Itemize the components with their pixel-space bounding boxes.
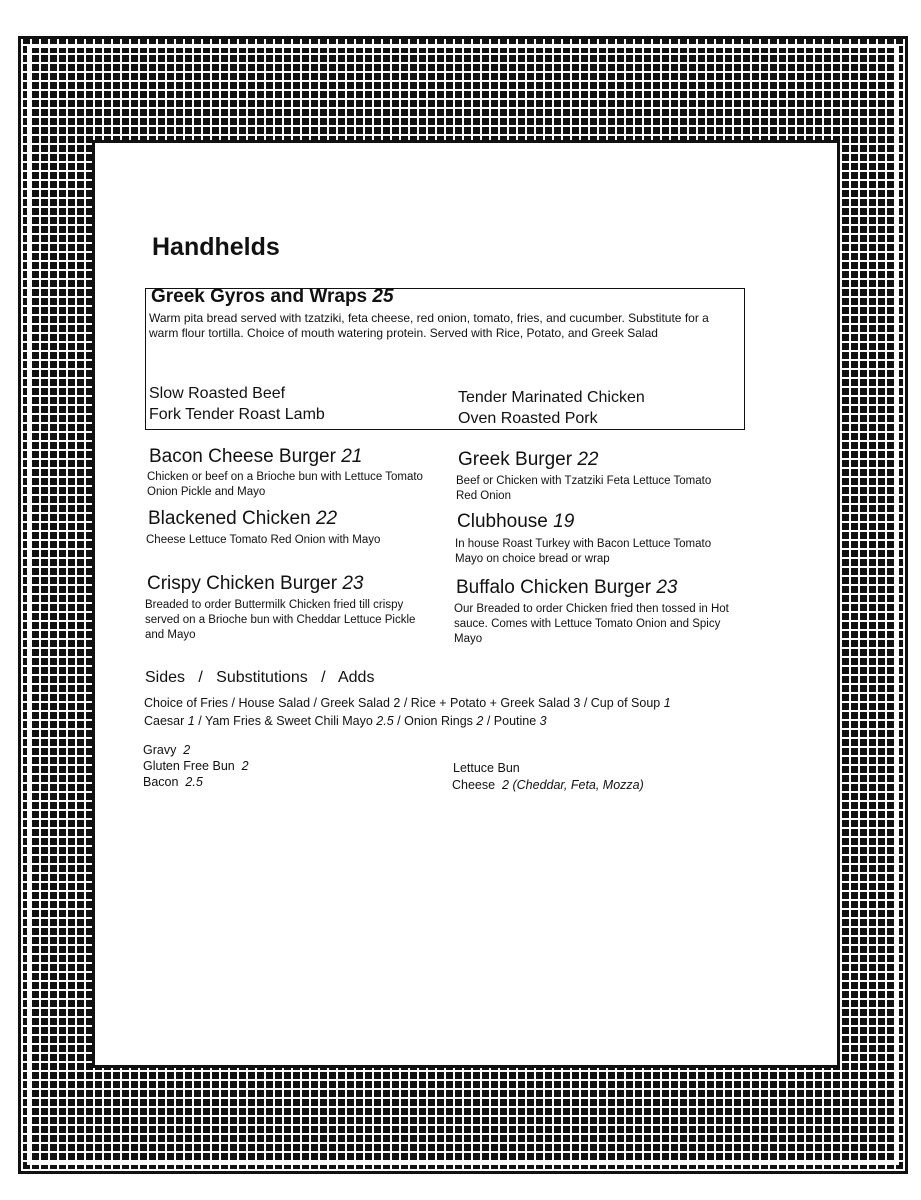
poutine-label: / Poutine — [486, 714, 537, 728]
add-price: 2 — [241, 759, 249, 773]
item-name: Blackened Chicken — [148, 508, 311, 529]
add-gravy — [143, 742, 190, 758]
onion-rings-price: 2 — [476, 714, 484, 728]
cheese-label: Cheese — [452, 778, 496, 792]
item-title — [457, 511, 574, 533]
add-name: Bacon — [143, 775, 179, 789]
add-lettuce-bun: Lettuce Bun — [453, 761, 520, 775]
add-price: 2 — [183, 743, 191, 757]
item-title — [149, 446, 362, 468]
item-title — [456, 577, 677, 599]
item-name: Clubhouse — [457, 511, 548, 532]
sides-heading: Sides / Substitutions / Adds — [145, 669, 375, 686]
item-price: 22 — [577, 449, 599, 470]
item-price: 21 — [341, 446, 363, 467]
item-name: Bacon Cheese Burger — [149, 446, 336, 467]
item-title — [148, 508, 337, 530]
gyros-protein-right-2: Oven Roasted Pork — [458, 410, 598, 427]
item-price: 23 — [656, 577, 678, 598]
yam-fries-label: / Yam Fries & Sweet Chili Mayo — [198, 714, 373, 728]
add-name: Gravy — [143, 743, 177, 757]
cheese-price: 2 — [502, 778, 509, 792]
add-bacon — [143, 774, 203, 790]
sides-line-1-text: Choice of Fries / House Salad / Greek Salad 2 / Rice + Potato + Greek Salad 3 / Cup of Soup — [144, 696, 661, 710]
caesar-price: 1 — [187, 714, 195, 728]
item-name: Buffalo Chicken Burger — [456, 577, 652, 598]
gyros-protein-right-1: Tender Marinated Chicken — [458, 389, 645, 406]
gyros-protein-left-1: Slow Roasted Beef — [149, 385, 286, 402]
item-price: 19 — [553, 511, 575, 532]
onion-rings-label: / Onion Rings — [397, 714, 473, 728]
item-price: 23 — [342, 573, 364, 594]
poutine-price: 3 — [539, 714, 547, 728]
item-desc: In house Roast Turkey with Bacon Lettuce Tomato Mayo on choice bread or wrap — [455, 538, 712, 565]
sides-line-1 — [144, 694, 671, 712]
caesar-label: Caesar — [144, 714, 185, 728]
yam-fries-price: 2.5 — [376, 714, 394, 728]
sides-line-2 — [144, 712, 547, 730]
item-name: Crispy Chicken Burger — [147, 573, 338, 594]
sides-line-1-price: 1 — [663, 696, 671, 710]
gyros-protein-left-2: Fork Tender Roast Lamb — [149, 406, 325, 423]
item-desc: Our Breaded to order Chicken fried then tossed in Hot sauce. Comes with Lettuce Tomato Onion and Spicy Mayo — [454, 603, 729, 645]
item-title — [458, 449, 598, 471]
gyros-price: 25 — [372, 286, 394, 307]
add-gluten-free-bun — [143, 758, 249, 774]
item-price: 22 — [315, 508, 338, 529]
add-name: Gluten Free Bun — [143, 759, 235, 773]
item-title — [147, 573, 364, 595]
item-desc: Beef or Chicken with Tzatziki Feta Lettuce Tomato Red Onion — [456, 475, 712, 502]
section-title: Handhelds — [152, 233, 280, 261]
item-desc: Chicken or beef on a Brioche bun with Lettuce Tomato Onion Pickle and Mayo — [147, 471, 423, 498]
add-cheese — [452, 777, 644, 793]
gyros-desc: Warm pita bread served with tzatziki, feta cheese, red onion, tomato, fries, and cucumber. Substitute for a warm flour tortilla. Choice of mouth watering protein. Served with Rice, Potato, and Greek Salad — [149, 311, 709, 340]
gyros-title-text: Greek Gyros and Wraps — [151, 286, 368, 307]
item-desc: Breaded to order Buttermilk Chicken fried till crispy served on a Brioche bun with Cheddar Lettuce Pickle and Mayo — [145, 599, 416, 641]
item-desc: Cheese Lettuce Tomato Red Onion with Mayo — [146, 534, 381, 546]
gyros-title — [151, 286, 394, 308]
item-name: Greek Burger — [458, 449, 573, 470]
add-price: 2.5 — [185, 775, 203, 789]
cheese-options: (Cheddar, Feta, Mozza) — [512, 778, 644, 792]
